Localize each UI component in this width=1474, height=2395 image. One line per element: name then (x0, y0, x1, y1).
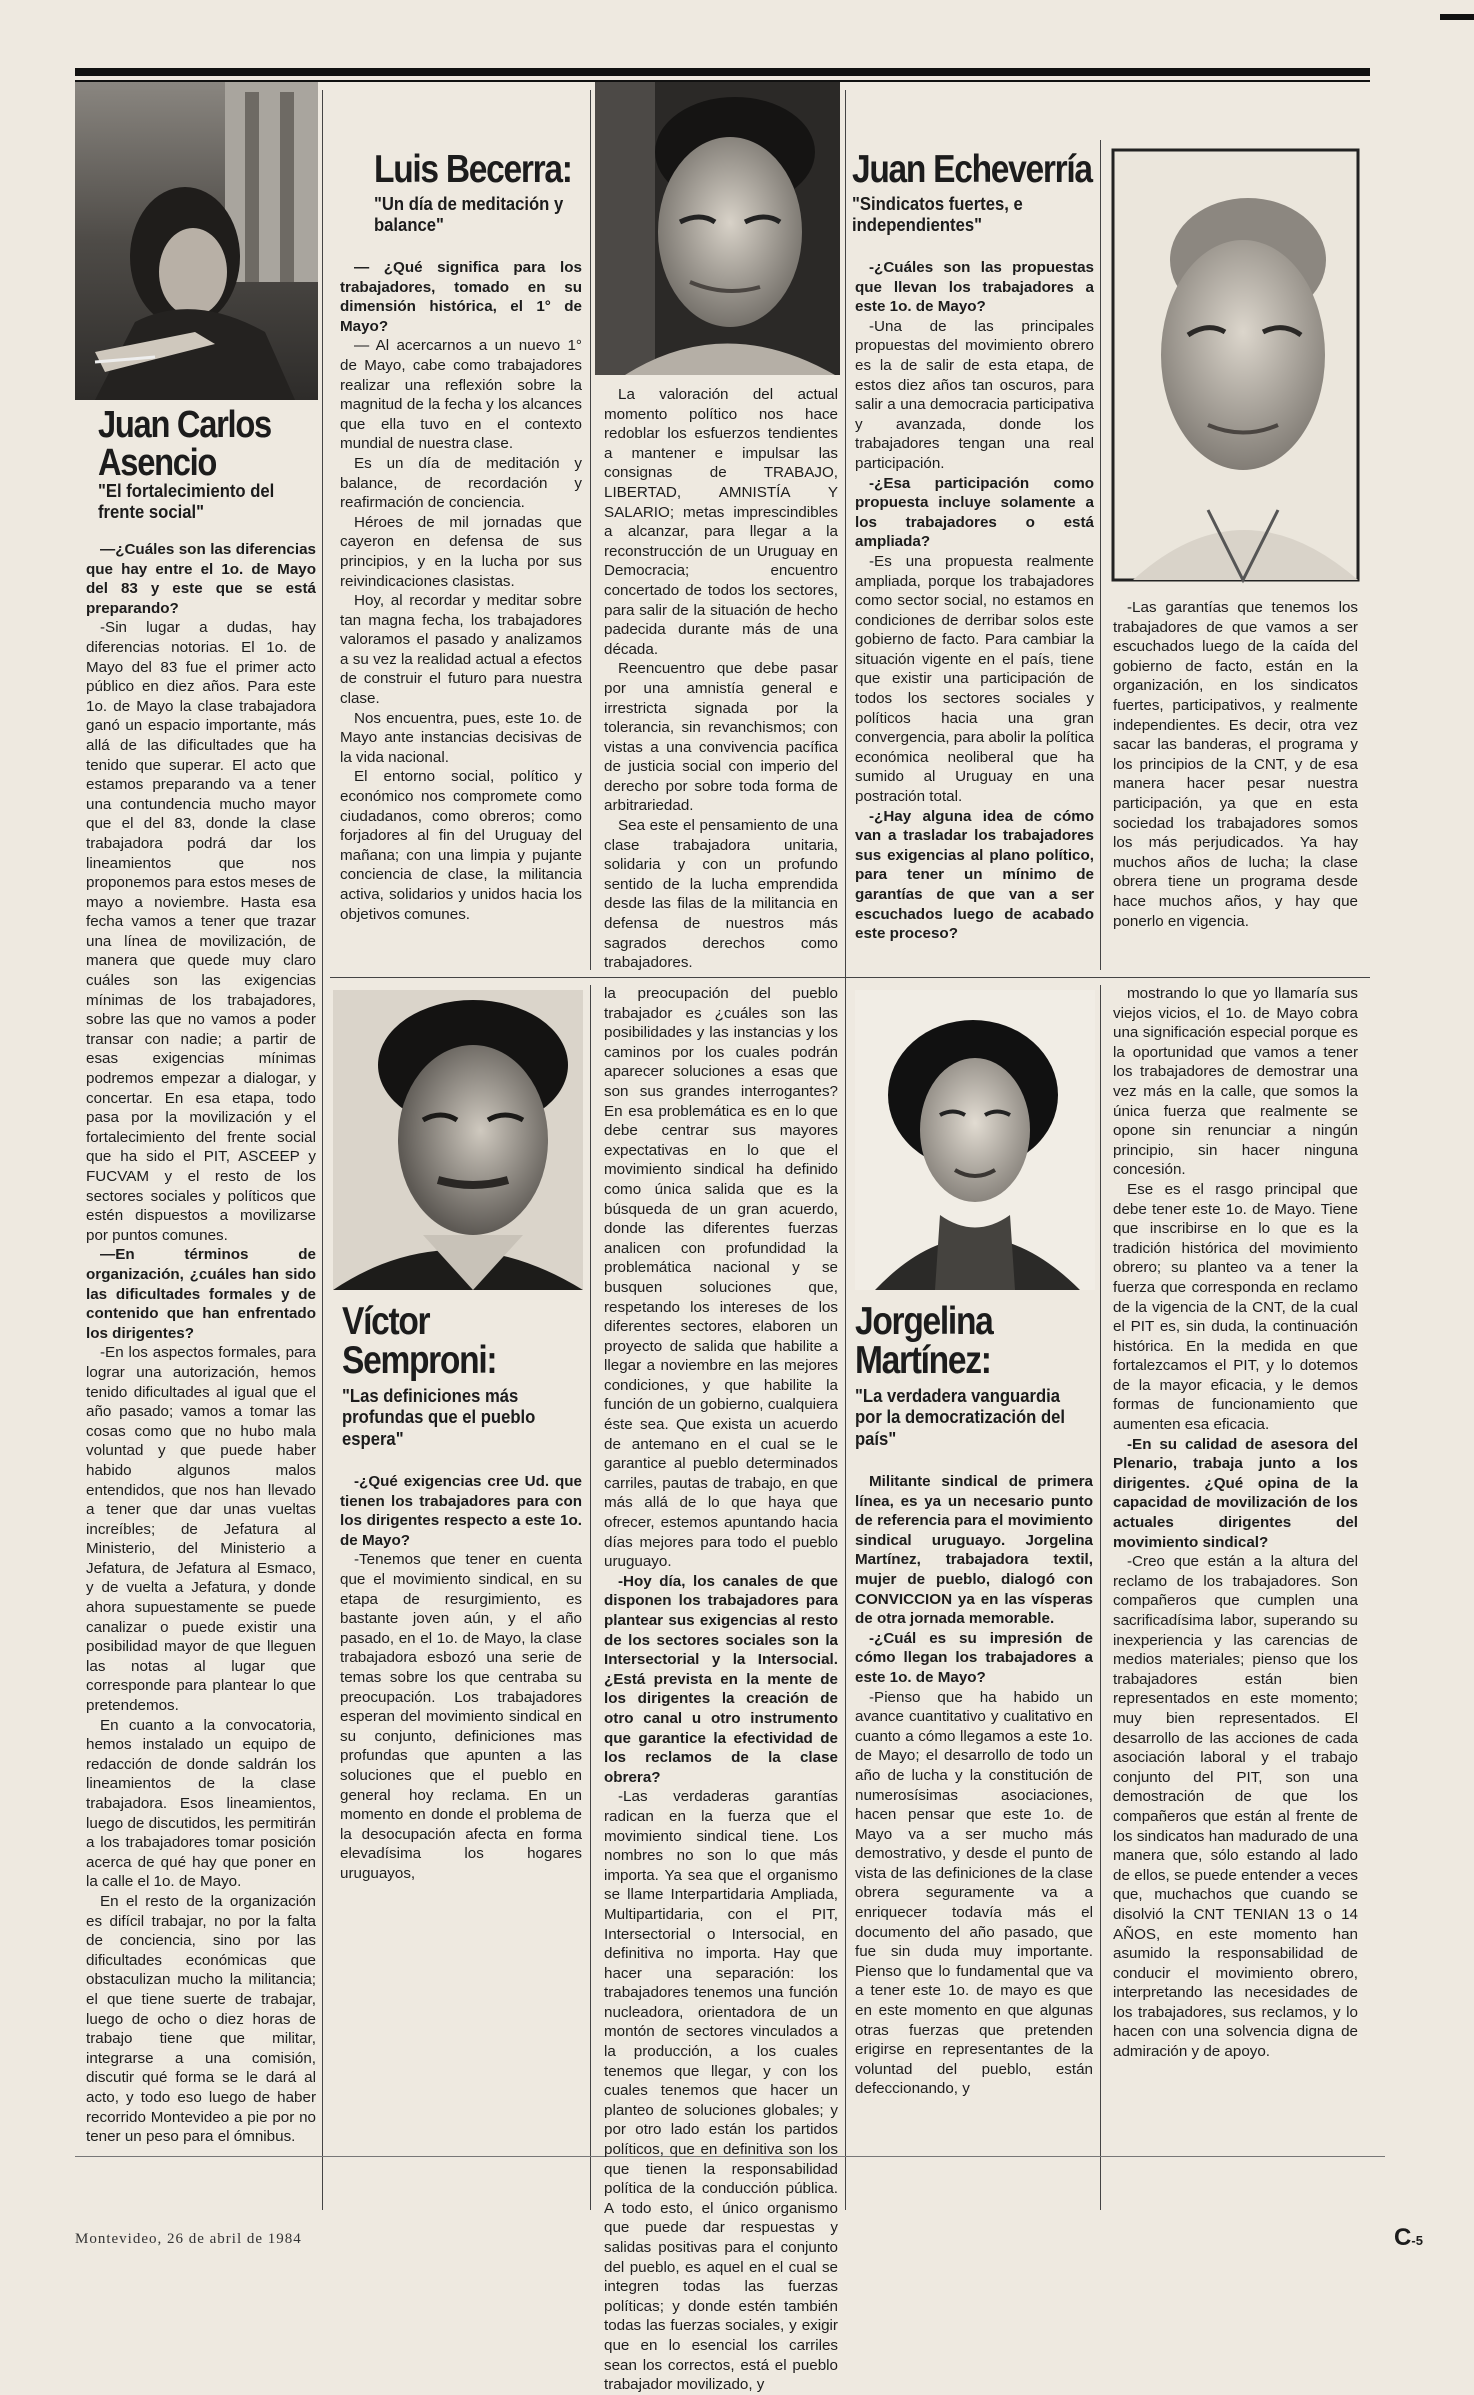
interview-question: -En su calidad de asesora del Plenario, trabaja junto a los dirigentes. ¿Qué opina de la capacidad de movilización de los actuales dirigentes del movimiento sindical? (1113, 1435, 1358, 1551)
martinez-photo (855, 990, 1095, 1290)
interview-paragraph: -Pienso que ha habido un avance cuantitativo y cualitativo en cuanto a cómo llegamos a este 1o. de Mayo; el desarrollo de todo un año de lucha y la constitución de numerosísimas asociaciones, hacen pensar que este 1o. de Mayo va a ser mucho más demostrativo, y desde el punto de vista de las definiciones de la clase obrera seguramente va a enriquecer todavía más el documento del año pasado, que fue sin duda muy importante. Pienso que lo fundamental que va a tener este 1o. de mayo es que en este momento en que algunas otras fuerzas que pretenden erigirse en representantes de la voluntad del pueblo, están defeccionando, y (855, 1688, 1093, 2098)
becerra-text (340, 258, 582, 973)
interview-paragraph: Militante sindical de primera línea, es ya un necesario punto de referencia para el movimiento sindical uruguayo. Jorgelina Martínez, trabajadora textil, mujer de pueblo, dialogó con CONVICCION ya en las vísperas de otra jornada memorable. (855, 1473, 1093, 1628)
center-column-text (604, 385, 838, 973)
echeverria-photo (1113, 150, 1358, 580)
interview-paragraph-continued: la preocupación del pueblo trabajador es ¿cuáles son las posibilidades y las instancias y los caminos por los cuales podrán aparecer soluciones a esas que son sus grandes interrogantes? En esa problemática es en lo que debe centrar sus mayores expectativas en lo que el movimiento sindical ha definido como única salida que es la búsqueda de un gran acuerdo, donde las diferentes fuerzas analicen con profundidad la problemática nacional y se busquen soluciones que, respetando los intereses de los diferentes sectores, elaboren un proyecto de salida que habilite a llegar a noviembre en las mejores condiciones, y que habilite la función de un gobierno, cualquiera éste sea. Que exista un acuerdo de antemano en el cual se le garantice al pueblo determinados carriles, pautas de trabajo, en que más allá de lo que haya que ofrecer, estemos apuntando hacia días mejores para todo el pueblo uruguayo. (604, 985, 838, 1571)
interview-question: —¿Cuáles son las diferencias que hay entre el 1o. de Mayo del 83 y este que se está preparando? (86, 541, 316, 617)
asencio-photo (75, 82, 318, 400)
echeverria-text (855, 258, 1094, 973)
asencio-name-line2: Asencio (98, 442, 217, 484)
asencio-name-line1: Juan Carlos (98, 404, 271, 446)
interview-question: — ¿Qué significa para los trabajadores, tomado en su dimensión histórica, el 1° de Mayo? (340, 259, 582, 335)
corner-mark (1440, 14, 1474, 20)
interview-question: -¿Hay alguna idea de cómo van a trasladar los trabajadores sus exigencias al plano político, para tener un mínimo de garantías de que van a ser escuchados luego de acabado este proceso? (855, 807, 1094, 943)
martinez-subtitle: "La verdadera vanguardia por la democratización del país" (855, 1385, 1066, 1449)
interview-question: -¿Esa participación como propuesta incluye solamente a los trabajadores o está ampliada? (855, 474, 1094, 551)
martinez-side-text (1113, 984, 1358, 2154)
semproni-name-line1: Víctor (342, 1300, 430, 1343)
interview-paragraph: mostrando lo que yo llamaría sus viejos vicios, el 1o. de Mayo cobra una significación especial porque es la oportunidad que vamos a tener los trabajadores de demostrar una vez más en la calle, que somos la única fuerza que realmente se opone sin renunciar a ningún principio, sin hacer ninguna concesión. (1113, 985, 1358, 1179)
martinez-name (855, 1302, 1100, 1380)
dateline: Montevideo, 26 de abril de 1984 (75, 2231, 302, 2247)
interview-question: -Hoy día, los canales de que disponen los trabajadores para plantear sus exigencias al resto de los sectores sociales son la Intersectorial y la Intersocial. ¿Está prevista en la mente de los dirigentes la creación de otro canal u otro instrumento que garantice la efectividad de los reclamos de la clase obrera? (604, 1572, 838, 1786)
interview-question: -¿Cuáles son las propuestas que llevan los trabajadores a este 1o. de Mayo? (855, 259, 1094, 316)
interview-paragraph: -Es una propuesta realmente ampliada, porque los trabajadores como sector social, no estamos en condiciones de derribar solos este gobierno de facto. Para cambiar la situación vigente en el país, tiene que existir una participación de todos los sectores sociales y políticos hacia una gran convergencia, para abolir la política económica neoliberal que ha sumido al Uruguay en una postración total. (855, 552, 1094, 806)
becerra-photo (595, 82, 840, 375)
interview-paragraph: En el resto de la organización es difícil trabajar, no por la falta de conciencia, sino por las dificultades económicas que obstaculizan mucho la militancia; el que tiene suerte de trabajar, luego de ocho o diez horas de trabajo tiene que militar, integrarse a una comisión, discutir qué forma se le dará al acto, y todo eso luego de haber recorrido Montevideo a pie por no tener un peso para el ómnibus. (86, 1892, 316, 2146)
asencio-text (86, 540, 316, 2146)
column-separator (1100, 985, 1101, 2210)
interview-paragraph: Héroes de mil jornadas que cayeron en defensa de sus principios, y en la lucha por sus reivindicaciones clasistas. (340, 513, 582, 590)
interview-question: —En términos de organización, ¿cuáles han sido las dificultades formales y de contenido que han enfrentado los dirigentes? (86, 1246, 316, 1342)
semproni-photo (333, 990, 583, 1290)
section-separator (330, 977, 1370, 978)
martinez-name-line1: Jorgelina (855, 1300, 993, 1343)
martinez-name-line2: Martínez: (855, 1339, 991, 1382)
interview-paragraph: -Las verdaderas garantías radican en la fuerza que el movimiento sindical tiene. Los nombres no son lo que más importa. Ya sea que el organismo se llame Interpartidaria Ampliada, Multipartidaria, con el PIT, Intersectorial o Intersocial, en definitiva no importa. Hay que hacer una separación: los trabajadores tenemos una función nucleadora, orientadora de un montón de sectores vinculados a la producción, a los cuales tenemos que llegar, y con los cuales tenemos que hacer un planteo de soluciones globales; y por otro lado están los partidos políticos, que en definitiva son los que tienen la responsabilidad política de la conducción pública. A todo esto, el único organismo que puede dar respuestas y salidas positivas para el conjunto del pueblo, es aquel en el cual se integren todas las fuerzas políticas; y donde estén también todas las fuerzas sociales, y exigir que en lo esencial los carriles sean los correctos, está el pueblo trabajador movilizado, y (604, 1788, 838, 2394)
publication-logo: C (1394, 2224, 1412, 2251)
semproni-text-col2 (604, 984, 838, 2394)
martinez-text (855, 1472, 1093, 2154)
interview-paragraph: -Creo que están a la altura del reclamo de los trabajadores. Son compañeros que cumplen una sacrificadísima labor, superando su inexperiencia y las carencias de medios materiales; pienso que los trabajadores están bien representados en este momento; muy bien representados. El desarrollo de las acciones de cada asociación laboral y el trabajo conjunto del PIT, son una demostración de que los compañeros que están al frente de los sindicatos han madurado de una manera que, sólo estando al lado de ellos, se puede entender a veces que, muchachos que cuando se disolvió la CNT TENIAN 13 o 14 AÑOS, en este momento han asumido la responsabilidad de conducir el movimiento obrero, interpretando las necesidades de los trabajadores, sus reclamos, y lo hacen con una solvencia digna de admiración y de apoyo. (1113, 1553, 1358, 2061)
echeverria-name: Juan Echeverría (852, 148, 1092, 191)
interview-paragraph: -En los aspectos formales, para lograr una autorización, hemos tenido dificultades al igual que el año pasado; vamos a tomar las cosas como que no hubo mala voluntad y que puede haber habido algunos malos entendidos, que nos han llevado a tener que dar unas vueltas increíbles; de Jefatura al Ministerio, del Ministerio a Jefatura, de Jefatura al Esmaco, y de vuelta a Jefatura, y donde ahora supuestamente se puede canalizar o puede existir una posibilidad mayor de que lleguen las notas al lugar que corresponde para plantear lo que pretendemos. (86, 1344, 316, 1715)
semproni-text-col1 (340, 1472, 582, 2152)
interview-paragraph: En cuanto a la convocatoria, hemos instalado un equipo de redacción de donde saldrán los lineamientos de la clase trabajadora. Esos lineamientos, luego de discutidos, les permitirán a los trabajadores tomar posición acerca de qué hay que poner en la calle el 1o. de Mayo. (86, 1716, 316, 1891)
interview-paragraph: La valoración del actual momento político nos hace redoblar los esfuerzos tendientes a mantener e impulsar las consignas de TRABAJO, LIBERTAD, AMNISTÍA Y SALARIO; metas imprescindibles a alcanzar, para llegar a la reconstrucción de un Uruguay en Democracia; encuentro concertado de todos los sectores, para salir de la situación de hecho padecida durante más de una década. (604, 386, 838, 658)
interview-paragraph: El entorno social, político y económico nos compromete como ciudadanos, como obreros; como forjadores al fin del Uruguay del mañana; con una limpia y pujante conciencia de clase, la militancia activa, solidarios y unidos hacia los objetivos comunes. (340, 768, 582, 923)
interview-paragraph: -Tenemos que tener en cuenta que el movimiento sindical, en su etapa de resurgimiento, es bastante joven aún, y el año pasado, en el 1o. de Mayo, la clase trabajadora esbozó una serie de temas sobre los que centraba su preocupación. Los trabajadores esperan del movimiento sindical en su conjunto, definiciones mas profundas que apunten a las soluciones que el pueblo en general hoy reclama. En un momento en donde el problema de la desocupación afecta en forma elevadísima los hogares uruguayos, (340, 1551, 582, 1882)
interview-paragraph: Es un día de meditación y balance, de recordación y reafirmación de conciencia. (340, 454, 582, 512)
interview-question: -¿Cuál es su impresión de cómo llegan los trabajadores a este 1o. de Mayo? (855, 1629, 1093, 1686)
page-number: C-5 (1394, 2224, 1423, 2251)
column-separator (1100, 140, 1101, 970)
interview-paragraph: Sea este el pensamiento de una clase trabajadora unitaria, solidaria y con un profundo sentido de la lucha emprendida desde las filas de la militancia en defensa de nuestros más sagrados derechos como trabajadores. (604, 817, 838, 972)
interview-paragraph: Nos encuentra, pues, este 1o. de Mayo ante instancias decisivas de la vida nacional. (340, 709, 582, 766)
echeverria-side-text (1113, 598, 1358, 973)
interview-paragraph: -Sin lugar a dudas, hay diferencias notorias. El 1o. de Mayo del 83 fue el primer acto público en diez años. Para este 1o. de Mayo la clase trabajadora ganó un espacio importante, más allá de las dificultades que ha tenido que superar. El acto que estamos preparando va a tener una contundencia mucho mayor que el del 83, donde la clase trabajadora podrá dar los lineamientos que nos proponemos para estos meses de mayo a noviembre. Hasta esa fecha vamos a tener que trazar una línea de movilización, de manera que quede muy claro cuáles son las exigencias mínimas de los trabajadores, sobre las que no vamos a poder transar con nadie; a partir de esas exigencias mínimas podremos empezar a dialogar, y concertar. En esa etapa, todo pasa por la movilización y el fortalecimiento del frente social que ha sido el PIT, ASCEEP y FUCVAM y el resto de los sectores sociales y políticos que estén dispuestos a movilizarse por puntos comunes. (86, 619, 316, 1244)
column-separator (590, 90, 591, 970)
interview-paragraph: — Al acercarnos a un nuevo 1° de Mayo, cabe como trabajadores realizar una reflexión sobre la magnitud de la fecha y los alcances que ella tuvo en el contexto mundial de nuestra clase. (340, 337, 582, 453)
top-rule (75, 68, 1370, 76)
semproni-name (342, 1302, 587, 1380)
interview-paragraph: Ese es el rasgo principal que debe tener este 1o. de Mayo. Tiene que inscribirse en lo que es la tradición histórica del movimiento obrero; su planteo va a tener la fuerza que corresponda en reclamo de la vigencia de la CNT, de la cual el PIT es, sin duda, la continuación histórica. En la medida en que fortalezcamos el PIT, y lo dotemos de la mayor eficacia, y le demos formas de funcionamiento que aumenten esa eficacia. (1113, 1180, 1358, 1434)
column-separator (845, 90, 846, 2210)
interview-paragraph: -Las garantías que tenemos los trabajadores de que vamos a ser escuchados luego de la caída del gobierno de facto, están en la organización, en los sindicatos fuertes, participativos, y realmente independientes. Es decir, otra vez sacar las banderas, el programa y los principios de la CNT, y de esa manera hacer pesar nuestra participación, ya que en esta sociedad los trabajadores somos los más perjudicados. Ya hay muchos años de lucha; la clase obrera tiene un programa desde hace muchos años, y hay que ponerlo en vigencia. (1113, 599, 1358, 930)
interview-paragraph: -Una de las principales propuestas del movimiento obrero es la de salir de esta etapa, de estos diez años tan oscuros, para salir a una democracia participativa y avanzada, donde los trabajadores tengan una real participación. (855, 317, 1094, 472)
interview-paragraph: Reencuentro que debe pasar por una amnistía general e irrestricta signada por la tolerancia, sin revanchismos; con vistas a una convivencia pacífica de justicia social con imperio del derecho por sobre toda forma de arbitrariedad. (604, 660, 838, 815)
semproni-name-line2: Semproni: (342, 1339, 497, 1382)
asencio-name (98, 406, 328, 482)
semproni-subtitle: "Las definiciones más profundas que el pueblo espera" (342, 1385, 536, 1449)
becerra-subtitle: "Un día de meditación y balance" (374, 193, 564, 236)
echeverria-subtitle: "Sindicatos fuertes, e independientes" (852, 193, 1023, 236)
interview-paragraph: Hoy, al recordar y meditar sobre tan magna fecha, los trabajadores valoramos el pasado y analizamos a su vez la realidad actual a efectos de construir el futuro para nuestra clase. (340, 592, 582, 708)
column-separator (590, 985, 591, 2210)
page-number-value: 5 (1415, 2233, 1423, 2248)
becerra-name: Luis Becerra: (374, 148, 572, 191)
interview-question: -¿Qué exigencias cree Ud. que tienen los trabajadores para con los dirigentes respecto a este 1o. de Mayo? (340, 1473, 582, 1549)
asencio-subtitle: "El fortalecimiento del frente social" (98, 480, 275, 523)
